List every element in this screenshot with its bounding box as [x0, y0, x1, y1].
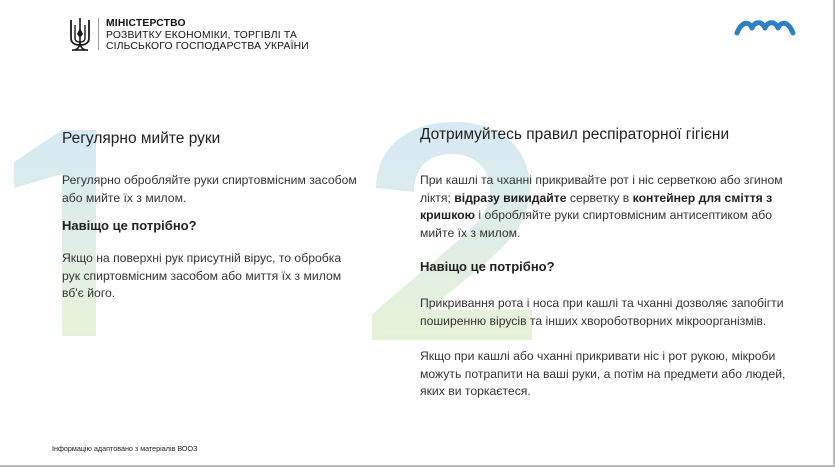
ministry-line-1: МІНІСТЕРСТВО [106, 18, 186, 29]
right-why-text-2: Якщо при кашлі або чханні прикривати ніс і рот рукою, мікроби можуть потрапити на ваші руки, а потім на предмети або людей, яких ви торкаєтеся. [420, 349, 786, 398]
ministry-line-2: РОЗВИТКУ ЕКОНОМІКИ, ТОРГІВЛІ ТА [106, 29, 298, 41]
left-why-text: Якщо на поверхні рук присутній вірус, то обробка рук спиртовмісним засобом або миття їх з милом вб'є його. [62, 251, 342, 300]
right-paragraph-bold-2: контейнер для сміття з кришкою [420, 190, 773, 222]
right-why-heading: Навіщо це потрібно? [420, 259, 555, 274]
ministry-line-3: СІЛЬСЬКОГО ГОСПОДАРСТВА УКРАЇНИ [106, 41, 309, 53]
right-title: Дотримуйтесь правил респіраторної гігієни [420, 126, 730, 143]
ministry-name [106, 18, 309, 53]
left-why-heading: Навіщо це потрібно? [62, 218, 197, 233]
right-paragraph-part-1: При кашлі та чханні прикривайте рот і ніс серветкою або згином ліктя; [420, 173, 783, 205]
header-divider [98, 18, 99, 50]
right-paragraph-bold-1: відразу викидайте [454, 190, 567, 205]
right-paragraph-part-3: і обробляйте руки спиртовмісним антисептиком або мийте їх з милом. [420, 208, 772, 240]
right-why-text-1: Прикривання рота і носа при кашлі та чханні дозволяє запобігти поширенню вірусів та інших хвороботворних мікроорганізмів. [420, 296, 784, 328]
wave-logo-icon [734, 16, 796, 38]
right-paragraph [420, 172, 790, 242]
numeral-1-graphic [4, 128, 104, 338]
right-paragraph-part-2: серветку в [566, 190, 633, 205]
left-title: Регулярно мийте руки [62, 130, 221, 147]
footer-source-note: Інформацію адаптовано з матеріалів ВООЗ [52, 444, 198, 453]
trident-icon [68, 16, 92, 52]
left-paragraph: Регулярно обробляйте руки спиртовмісним засобом або мийте їх з милом. [62, 173, 357, 205]
